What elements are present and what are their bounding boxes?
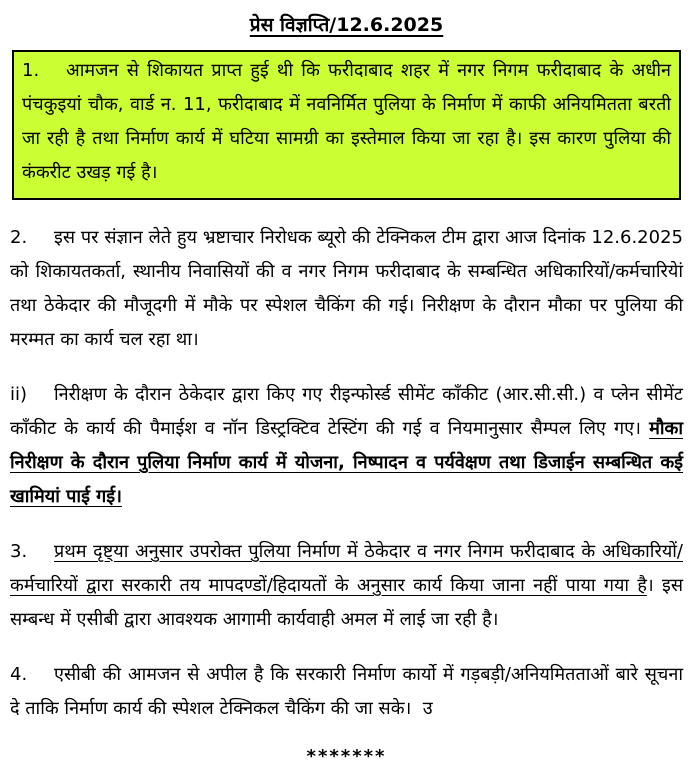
paragraph-ii [10,378,683,514]
paragraph-text: इस पर संज्ञान लेते हुय भ्रष्टाचार निरोधक ब्यूरो की टेक्निकल टीम द्वारा आज दिनांक 12.6.2025 को शिकायतकर्ता, स्थानीय निवासियों की व नगर निगम फरीदाबाद के सम्बन्धित अधिकारियों/कर्मचारियेां तथा ठेकेदार की मौजूदगी में मौके पर स्पेशल चैकिंग की गई। निरीक्षण के दौरान मौका पर पुलिया की मरम्मत का कार्य चल रहा था। [10,227,683,350]
paragraph-number: 2. [10,227,28,248]
paragraph-text: । इस सम्बन्ध में एसीबी द्वारा आवश्यक आगामी कार्यवाही अमल में लाई जा रही है। [10,575,684,630]
paragraph-number: ii) [10,384,28,405]
paragraph-3 [10,535,683,637]
page-title-text: प्रेस विज्ञप्ति/12.6.2025 [249,14,444,36]
paragraph-number: 3. [10,541,28,562]
page-title [8,10,685,40]
paragraph-emphasis-underline: प्रथम दृष्ट्या अनुसार उपरोक्त पुलिया निर्माण में ठेकेदार व नगर निगम फरीदाबाद के अधिकारियों/कर्मचारियों द्वारा सरकारी तय मापदण्डों/हिदायतों के अनुसार कार्य किया जाना नहीं पाया गया है [10,541,683,596]
highlight-box [12,50,681,200]
paragraph-text: निरीक्षण के दौरान ठेकेदार द्वारा किए गए रीइन्फोर्स्ड सीमेंट काँकीट (आर.सी.सी.) व प्लेन सीमेंट काँकीट के कार्य की पैमाईश व नॉन डिस्ट्रक्टिव टेस्टिंग की गई व नियमानुसार सैम्पल लिए गए। [10,384,683,439]
paragraph-number: 4. [10,664,28,685]
paragraph-2 [10,221,683,357]
paragraph-emphasis-bold-underline: मौका निरीक्षण के दौरान पुलिया निर्माण कार्य में योजना, निष्पादन व पर्यवेक्षण तथा डिजाईन सम्बन्धित कई खामियां पाई गई। [10,418,683,507]
paragraph-text: एसीबी की आमजन से अपील है कि सरकारी निर्माण कार्यो में गड़बड़ी/अनियमितताओं बारे सूचना दे ताकि निर्माण कार्य की स्पेशल टेक्निकल चैकिंग की जा सके। उ [10,664,683,719]
footer-asterisks: ******* [306,746,387,767]
paragraph-4 [10,658,683,726]
paragraph-text: आमजन से शिकायत प्राप्त हुई थी कि फरीदाबाद शहर में नगर निगम फरीदाबाद के अधीन पंचकुइयां चौक, वार्ड न. 11, फरीदाबाद में नवनिर्मित पुलिया के निर्माण में काफी अनियमितता बरती जा रही है तथा निर्माण कार्य में घटिया सामग्री का इस्तेमाल किया जा रहा है। इस कारण पुलिया की कंकरीट उखड़ गई है। [22,60,671,183]
paragraph-number: 1. [22,60,40,81]
